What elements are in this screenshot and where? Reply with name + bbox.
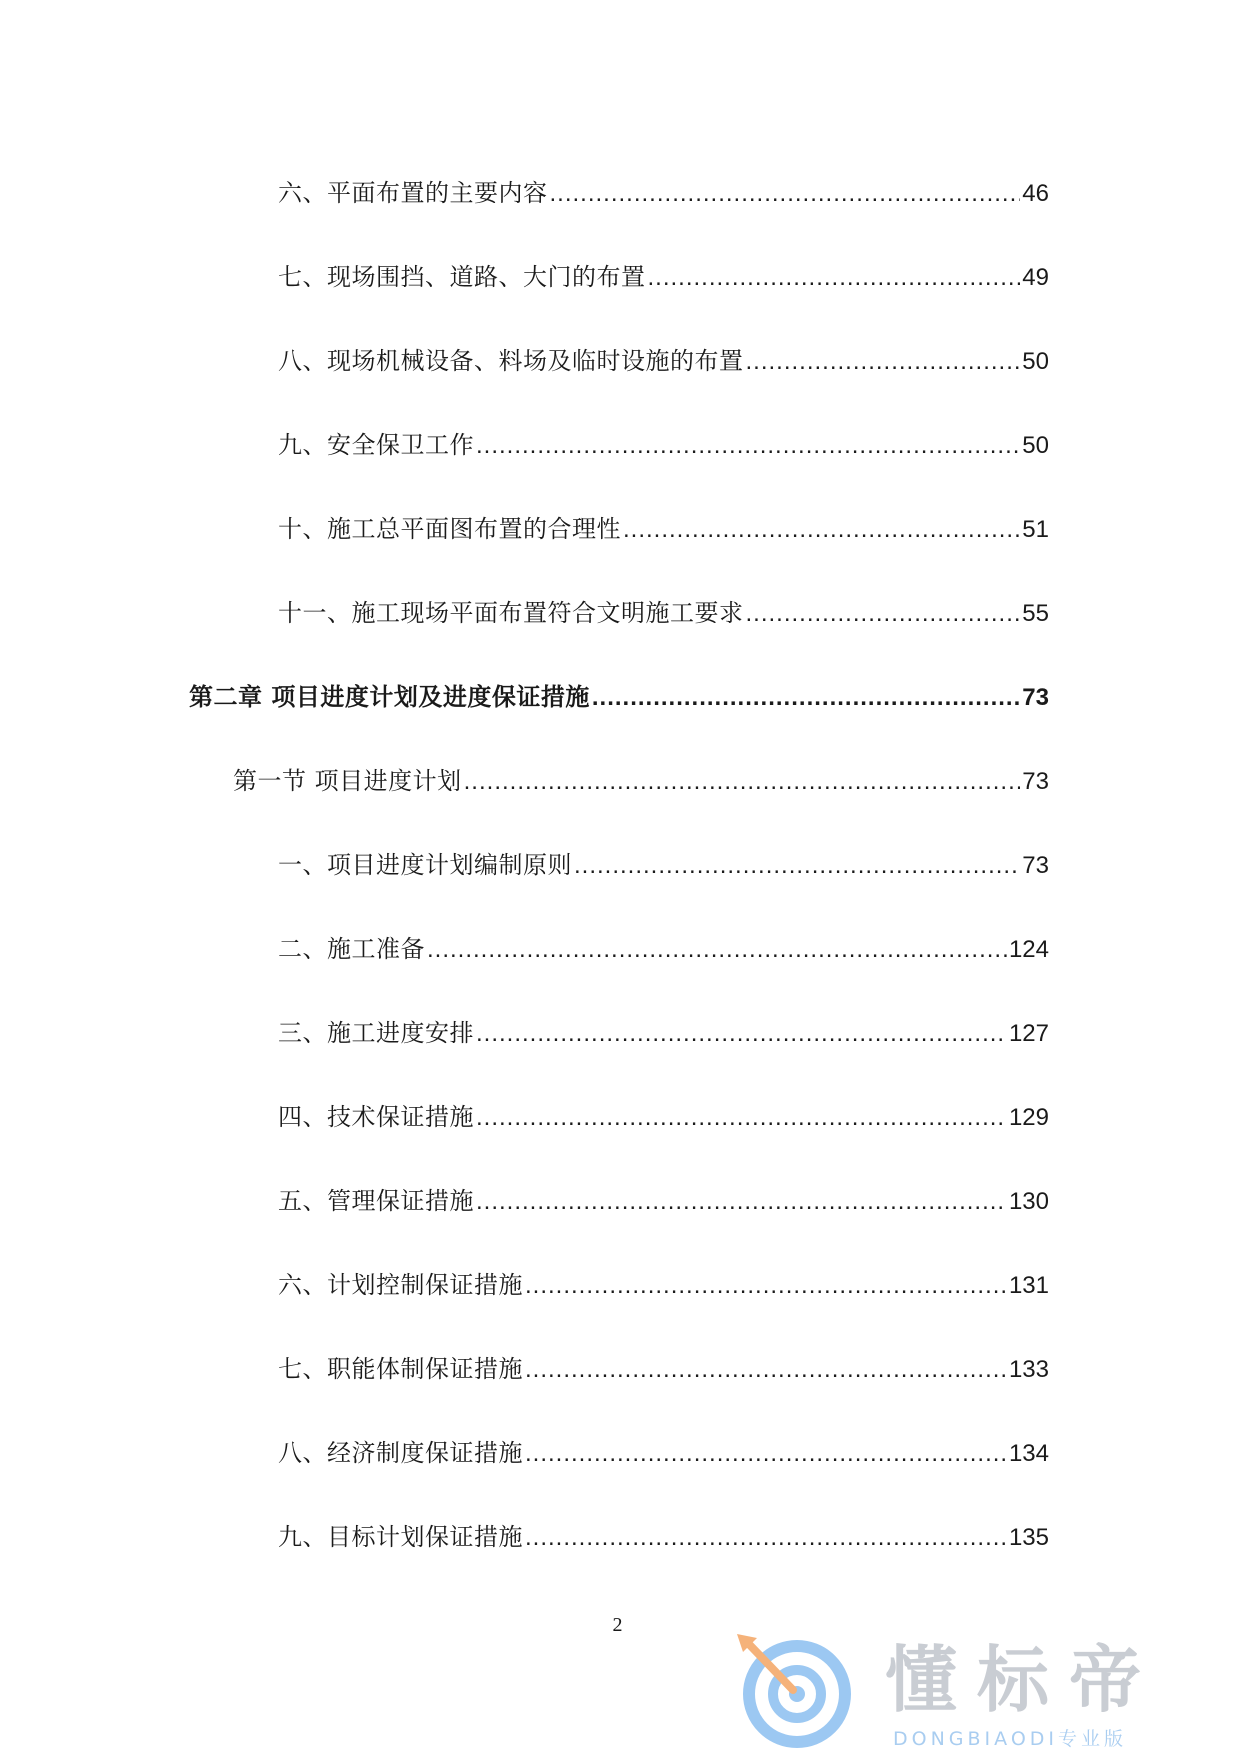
- toc-entry-page: 129: [1008, 1104, 1049, 1131]
- toc-entry[interactable]: [278, 429, 1049, 461]
- toc-entry-page: 133: [1008, 1356, 1049, 1383]
- watermark-subtitle: DONGBIAODI专业版: [893, 1728, 1128, 1750]
- toc-entry[interactable]: [278, 345, 1049, 377]
- toc-entry-title: 七、职能体制保证措施: [278, 1355, 523, 1383]
- toc-entry[interactable]: [278, 513, 1049, 545]
- toc-leader-dots: [464, 766, 1021, 798]
- toc-entry[interactable]: [278, 933, 1049, 965]
- toc-entry-title: 九、目标计划保证措施: [278, 1523, 523, 1551]
- toc-entry-page: 46: [1022, 180, 1049, 207]
- page-number: 2: [612, 1614, 623, 1636]
- toc-entry-title: 六、计划控制保证措施: [278, 1271, 523, 1299]
- toc-leader-dots: [476, 1018, 1007, 1050]
- toc-entry-title: 第二章 项目进度计划及进度保证措施: [189, 683, 590, 711]
- toc-entry[interactable]: [278, 1521, 1049, 1553]
- toc-entry-page: 49: [1022, 264, 1049, 291]
- toc-entry-title: 九、安全保卫工作: [278, 431, 474, 459]
- toc-entry-page: 50: [1022, 432, 1049, 459]
- toc-entry-title: 三、施工进度安排: [278, 1019, 474, 1047]
- toc-leader-dots: [746, 346, 1021, 378]
- toc-leader-dots: [623, 514, 1020, 546]
- toc-entry[interactable]: [278, 597, 1049, 629]
- toc-leader-dots: [525, 1522, 1007, 1554]
- toc-entry-page: 130: [1008, 1188, 1049, 1215]
- toc-entry-page: 73: [1022, 852, 1049, 879]
- toc-entry[interactable]: [278, 1101, 1049, 1133]
- toc-entry-title: 七、现场围挡、道路、大门的布置: [278, 263, 646, 291]
- toc-entry-title: 八、经济制度保证措施: [278, 1439, 523, 1467]
- watermark-brand: 懂标帝: [885, 1638, 1162, 1722]
- toc-entry-title: 十、施工总平面图布置的合理性: [278, 515, 621, 543]
- toc-entry[interactable]: [278, 1017, 1049, 1049]
- toc-entry-page: 51: [1022, 516, 1049, 543]
- toc-leader-dots: [525, 1438, 1007, 1470]
- toc-entry-title: 六、平面布置的主要内容: [278, 179, 548, 207]
- toc-leader-dots: [648, 262, 1021, 294]
- toc-entry[interactable]: [278, 1437, 1049, 1469]
- toc-entry-title: 第一节 项目进度计划: [233, 767, 462, 795]
- toc-leader-dots: [550, 178, 1021, 210]
- toc-leader-dots: [525, 1354, 1007, 1386]
- toc-entry-title: 一、项目进度计划编制原则: [278, 851, 572, 879]
- toc-leader-dots: [476, 1186, 1007, 1218]
- toc-entry-page: 131: [1008, 1272, 1049, 1299]
- toc-entry-page: 124: [1008, 936, 1049, 963]
- toc-entry-title: 五、管理保证措施: [278, 1187, 474, 1215]
- toc-entry[interactable]: [278, 1353, 1049, 1385]
- toc-leader-dots: [476, 430, 1020, 462]
- toc-entry-page: 127: [1008, 1020, 1049, 1047]
- toc-entry[interactable]: [278, 261, 1049, 293]
- watermark: [735, 1628, 1225, 1749]
- toc-entry-page: 73: [1022, 684, 1049, 711]
- toc-leader-dots: [427, 934, 1007, 966]
- toc-entry-title: 四、技术保证措施: [278, 1103, 474, 1131]
- toc-leader-dots: [525, 1270, 1007, 1302]
- toc-chapter-entry[interactable]: [189, 681, 1049, 713]
- toc-leader-dots: [746, 598, 1021, 630]
- toc-leader-dots: [592, 682, 1020, 714]
- toc-entry[interactable]: [278, 177, 1049, 209]
- toc-leader-dots: [574, 850, 1020, 882]
- target-logo-icon: [735, 1632, 853, 1748]
- toc-entry-page: 50: [1022, 348, 1049, 375]
- toc-entry-title: 十一、施工现场平面布置符合文明施工要求: [278, 599, 744, 627]
- toc-entry[interactable]: [278, 1269, 1049, 1301]
- toc-leader-dots: [476, 1102, 1007, 1134]
- toc-entry[interactable]: [278, 1185, 1049, 1217]
- toc-entry-title: 八、现场机械设备、料场及临时设施的布置: [278, 347, 744, 375]
- toc-section-entry[interactable]: [233, 765, 1049, 797]
- toc-entry-title: 二、施工准备: [278, 935, 425, 963]
- toc-entry-page: 73: [1022, 768, 1049, 795]
- toc-entry-page: 135: [1008, 1524, 1049, 1551]
- toc-entry[interactable]: [278, 849, 1049, 881]
- toc-entry-page: 134: [1008, 1440, 1049, 1467]
- toc-entry-page: 55: [1022, 600, 1049, 627]
